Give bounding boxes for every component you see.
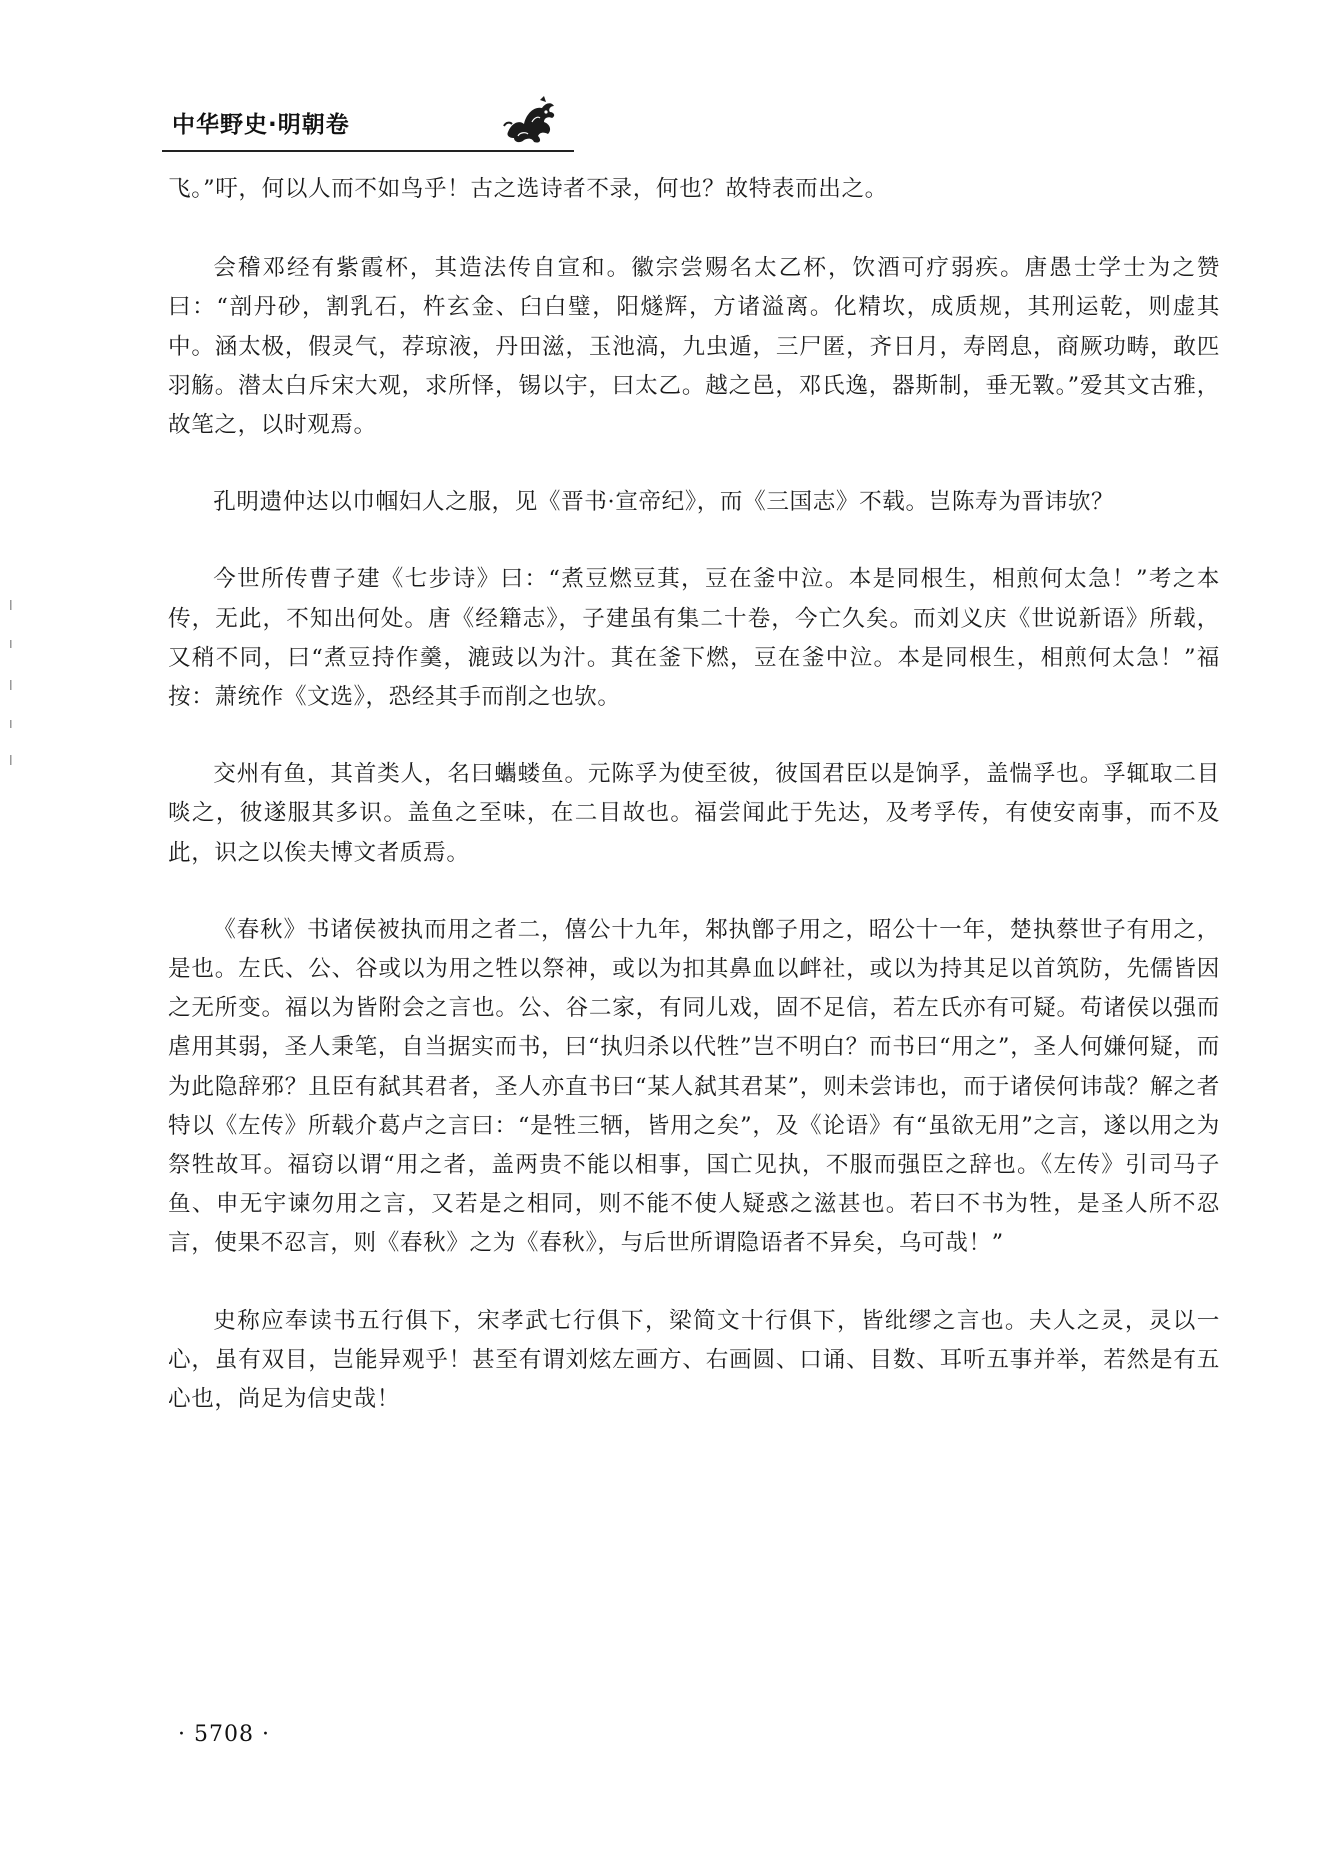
paragraph-chunqiu: 《春秋》书诸侯被执而用之者二，僖公十九年，邾执鄫子用之，昭公十一年，楚执蔡世子有用之，是也。左氏、公、谷或以为用之牲以祭神，或以为扣其鼻血以衅社，或以为持其足以首筑防，先儒皆因之无所变。福以为皆附会之言也。公、谷二家，有同儿戏，固不足信，若左氏亦有可疑。苟诸侯以强而虐用其弱，圣人秉笔，自当据实而书，曰“执归杀以代牲”岂不明白？而书曰“用之”，圣人何嫌何疑，而为此隐辞邪？且臣有弑其君者，圣人亦直书曰“某人弑其君某”，则未尝讳也，而于诸侯何讳哉？解之者特以《左传》所载介葛卢之言曰：“是牲三牺，皆用之矣”，及《论语》有“虽欲无用”之言，遂以用之为祭牲故耳。福窃以谓“用之者，盖两贵不能以相事，国亡见执，不服而强臣之辞也。《左传》引司马子鱼、申无宇谏勿用之言，又若是之相同，则不能不使人疑惑之滋甚也。若曰不书为牲，是圣人所不忍言，使果不忍言，则《春秋》之为《春秋》，与后世所谓隐语者不异矣，乌可哉！” [168,916,1220,1257]
dragon-emblem-icon [500,92,560,148]
page-number: · 5708 · [178,1722,270,1747]
scan-margin-marks [8,600,14,770]
paragraph-seven-step-poem: 今世所传曹子建《七步诗》曰：“煮豆燃豆萁，豆在釜中泣。本是同根生，相煎何太急！”考之本传，无此，不知出何处。唐《经籍志》，子建虽有集二十卷，今亡久矣。而刘义庆《世说新语》所载，又稍不同，曰“煮豆持作羹，漉豉以为汁。萁在釜下燃，豆在釜中泣。本是同根生，相煎何太急！”福按：萧统作《文选》，恐经其手而削之也欤。 [168,566,1220,711]
paragraph-jiaozhou-fish: 交州有鱼，其首类人，名曰蠵蝼鱼。元陈孚为使至彼，彼国君臣以是饷孚，盖惴孚也。孚辄取二目啖之，彼遂服其多识。盖鱼之至味，在二目故也。福尝闻此于先达，及考孚传，有使安南事，而不及此，识之以俟夫博文者质焉。 [168,761,1220,866]
paragraph-zixia-cup: 会稽邓经有紫霞杯，其造法传自宣和。徽宗尝赐名太乙杯，饮酒可疗弱疾。唐愚士学士为之赞曰：“剖丹砂，割乳石，杵玄金、臼白璧，阳燧辉，方诸溢离。化精坎，成质规，其刑运乾，则虚其中。涵太极，假灵气，荐琼液，丹田滋，玉池滈，九虫遁，三尸匿，齐日月，寿罔息，商厥功畴，敢匹羽觞。潜太白斥宋大观，求所怿，锡以宇，曰太乙。越之邑，邓氏逸，器斯制，垂无斁。”爱其文古雅，故笔之，以时观焉。 [168,255,1220,439]
page-body [168,170,1220,1457]
paragraph-continuation: 飞。”吁，何以人而不如鸟乎！古之选诗者不录，何也？故特表而出之。 [168,176,888,202]
header-rule [162,150,574,152]
running-header [162,92,572,152]
paragraph-reading-speed: 史称应奉读书五行俱下，宋孝武七行俱下，梁简文十行俱下，皆纰缪之言也。夫人之灵，灵以一心，虽有双目，岂能异观乎！甚至有谓刘炫左画方、右画圆、口诵、目数、耳听五事并举，若然是有五心也，尚足为信史哉！ [168,1307,1220,1413]
paragraph-kongming: 孔明遗仲达以巾帼妇人之服，见《晋书·宣帝纪》，而《三国志》不载。岂陈寿为晋讳欤？ [213,489,1115,516]
book-title: 中华野史·明朝卷 [172,112,350,138]
